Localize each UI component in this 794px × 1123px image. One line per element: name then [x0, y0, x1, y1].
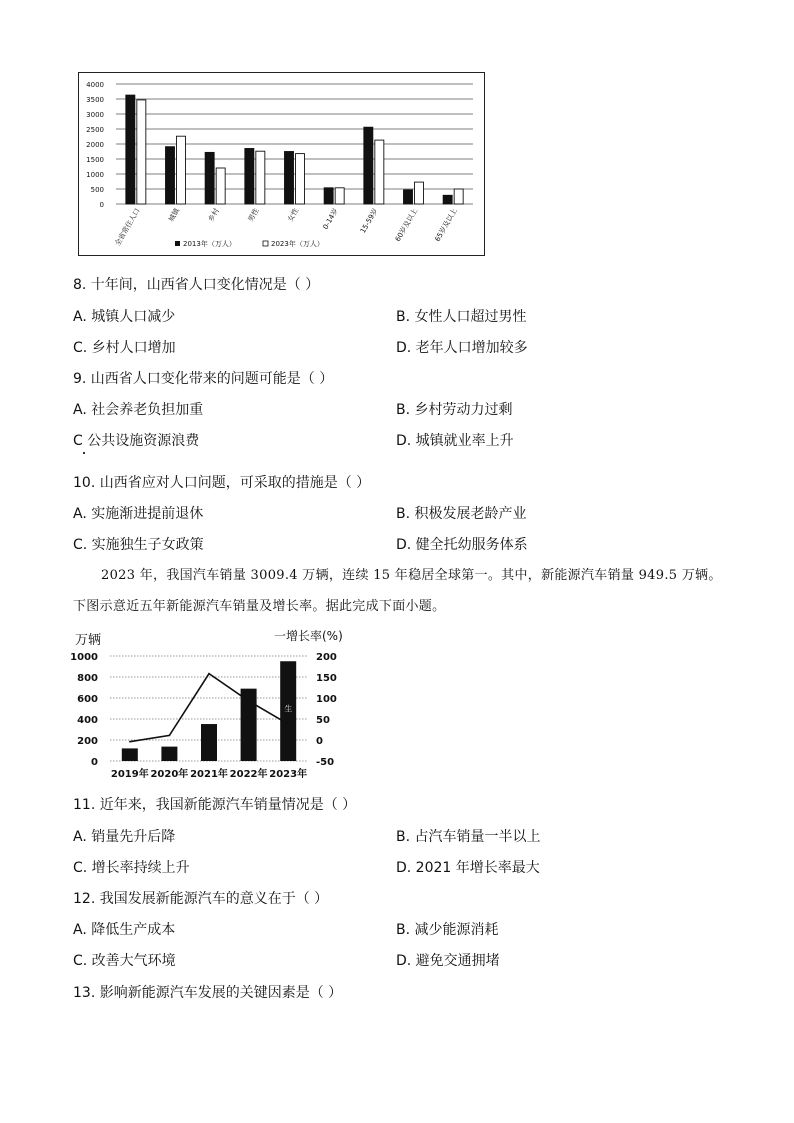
intro-line-1: 2023 年，我国汽车销量 3009.4 万辆，连续 15 年稳居全球第一。其中，新能源汽车销量 949.5 万辆。	[101, 568, 722, 583]
bar-2013	[205, 152, 214, 204]
right-tick-label: 200	[316, 652, 337, 663]
right-tick-label: 0	[316, 736, 323, 747]
sales-bar	[122, 748, 138, 761]
x-tick-label: 2022年	[229, 769, 268, 780]
x-tick-label: 60岁及以上	[393, 207, 420, 243]
question-10-option-d[interactable]: D. 健全托幼服务体系	[396, 537, 528, 553]
question-11-option-c[interactable]: C. 增长率持续上升	[73, 860, 190, 876]
question-9-option-b[interactable]: B. 乡村劳动力过剩	[396, 402, 513, 418]
y-tick-label: 4000	[86, 81, 104, 89]
bar-2023	[177, 136, 186, 204]
bar-2013	[324, 188, 333, 204]
growth-rate-point	[208, 673, 210, 675]
right-tick-label: -50	[316, 757, 335, 768]
x-tick-label: 2021年	[190, 769, 228, 780]
question-8-option-d[interactable]: D. 老年人口增加较多	[396, 340, 528, 356]
question-13-stem: 13. 影响新能源汽车发展的关键因素是（ ）	[73, 985, 343, 1001]
y-tick-label: 0	[99, 201, 104, 209]
growth-rate-point	[129, 741, 131, 743]
question-9-option-d[interactable]: D. 城镇就业率上升	[396, 433, 514, 449]
question-10-option-b[interactable]: B. 积极发展老龄产业	[396, 506, 527, 522]
population-chart-svg	[79, 73, 483, 254]
bar-2023	[216, 168, 225, 204]
right-tick-label: 100	[316, 694, 337, 705]
x-tick-label: 男性	[246, 207, 261, 224]
question-10-option-c[interactable]: C. 实施独生子女政策	[73, 537, 204, 553]
bar-2013	[443, 195, 452, 204]
bar-2013	[245, 149, 254, 205]
left-tick-label: 1000	[70, 652, 98, 663]
question-12-stem: 12. 我国发展新能源汽车的意义在于（ ）	[73, 891, 329, 907]
intro-line-2: 下图示意近五年新能源汽车销量及增长率。据此完成下面小题。	[73, 599, 446, 614]
bar-2023	[454, 189, 463, 204]
question-8-option-c[interactable]: C. 乡村人口增加	[73, 340, 176, 356]
y-tick-label: 3500	[86, 96, 104, 104]
question-9-option-a[interactable]: A. 社会养老负担加重	[73, 402, 204, 418]
speck-mark	[83, 452, 85, 454]
question-9-stem: 9. 山西省人口变化带来的问题可能是（ ）	[73, 371, 334, 387]
growth-rate-point	[287, 723, 289, 725]
bar-2023	[296, 154, 305, 204]
question-11-option-a[interactable]: A. 销量先升后降	[73, 829, 176, 845]
ev-sales-chart	[70, 624, 370, 784]
right-tick-label: 50	[316, 715, 330, 726]
question-12-option-d[interactable]: D. 避免交通拥堵	[396, 953, 500, 969]
question-12-option-a[interactable]: A. 降低生产成本	[73, 922, 176, 938]
growth-rate-point	[248, 700, 250, 702]
question-11-option-d[interactable]: D. 2021 年增长率最大	[396, 860, 540, 876]
question-12-option-b[interactable]: B. 减少能源消耗	[396, 922, 499, 938]
right-axis-label: 一增长率(%)	[274, 629, 343, 643]
bar-2013	[364, 127, 373, 204]
sales-bar	[201, 724, 217, 761]
left-tick-label: 200	[77, 736, 98, 747]
bar-2013	[166, 147, 175, 204]
legend-label-2013: 2013年（万人）	[183, 240, 236, 248]
question-8-option-b[interactable]: B. 女性人口超过男性	[396, 309, 527, 325]
bar-2013	[285, 152, 294, 205]
x-tick-label: 2020年	[150, 769, 189, 780]
right-tick-label: 150	[316, 673, 337, 684]
y-tick-label: 500	[90, 186, 104, 194]
question-11-stem: 11. 近年来，我国新能源汽车销量情况是（ ）	[73, 797, 357, 813]
x-tick-label: 城镇	[167, 207, 182, 224]
question-12-option-c[interactable]: C. 改善大气环境	[73, 953, 176, 969]
legend-label-2023: 2023年（万人）	[271, 240, 324, 248]
legend-swatch-2023	[263, 241, 268, 246]
question-11-option-b[interactable]: B. 占汽车销量一半以上	[396, 829, 541, 845]
x-tick-label: 15-59岁	[358, 207, 380, 235]
y-tick-label: 2000	[86, 141, 104, 149]
legend-swatch-2013	[175, 241, 180, 246]
question-10-stem: 10. 山西省应对人口问题，可采取的措施是（ ）	[73, 475, 371, 491]
x-tick-label: 65岁及以上	[433, 207, 459, 243]
x-tick-label: 女性	[286, 207, 301, 224]
bar-2023	[415, 182, 424, 204]
question-10-option-a[interactable]: A. 实施渐进提前退休	[73, 506, 204, 522]
y-tick-label: 1500	[86, 156, 104, 164]
question-8-stem: 8. 十年间，山西省人口变化情况是（ ）	[73, 277, 320, 293]
x-tick-label: 0-14岁	[321, 207, 340, 231]
bar-2013	[404, 190, 413, 204]
bar-2023	[256, 151, 265, 204]
y-tick-label: 1000	[86, 171, 104, 179]
left-axis-label: 万辆	[75, 633, 102, 648]
x-tick-label: 2023年	[269, 769, 308, 780]
left-tick-label: 800	[77, 673, 98, 684]
bar-2023	[335, 188, 344, 204]
left-tick-label: 600	[77, 694, 98, 705]
bar-2023	[375, 140, 384, 204]
question-9-option-c[interactable]: C 公共设施资源浪费	[73, 433, 200, 449]
bar-2013	[126, 95, 135, 204]
sales-bar	[161, 747, 177, 761]
bar-annotation: 生	[284, 704, 293, 714]
bar-2023	[137, 100, 146, 204]
left-tick-label: 400	[77, 715, 98, 726]
sales-bar	[241, 689, 257, 761]
x-tick-label: 全省常住人口	[113, 207, 142, 248]
x-tick-label: 2019年	[110, 769, 149, 780]
growth-rate-point	[169, 735, 171, 737]
question-8-option-a[interactable]: A. 城镇人口减少	[73, 309, 176, 325]
x-tick-label: 乡村	[206, 207, 221, 224]
population-chart	[78, 72, 485, 256]
y-tick-label: 3000	[86, 111, 104, 119]
y-tick-label: 2500	[86, 126, 104, 134]
left-tick-label: 0	[91, 757, 98, 768]
